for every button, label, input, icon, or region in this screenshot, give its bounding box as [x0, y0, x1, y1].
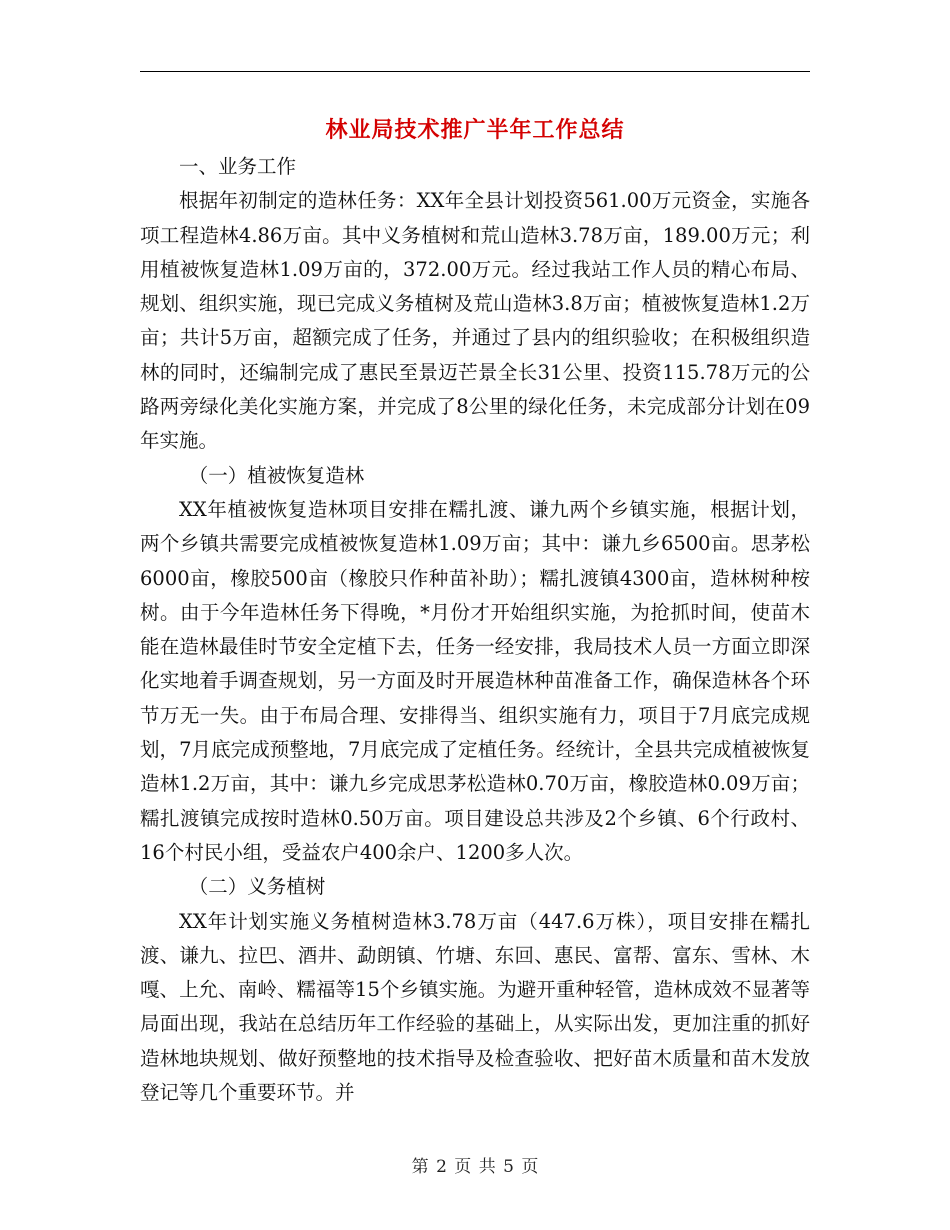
- paragraph-vegetation: XX年植被恢复造林项目安排在糯扎渡、谦九两个乡镇实施，根据计划，两个乡镇共需要完成植被恢复造林1.09万亩；其中：谦九乡6500亩。思茅松6000亩，橡胶500亩（橡胶只作种苗补助）；糯扎渡镇4300亩，造林树种桉树。由于今年造林任务下得晚，*月份才开始组织实施，为抢抓时间，使苗木能在造林最佳时节安全定植下去，任务一经安排，我局技术人员一方面立即深化实地着手调查规划，另一方面及时开展造林种苗准备工作，确保造林各个环节万无一失。由于布局合理、安排得当、组织实施有力，项目于7月底完成规划，7月底完成预整地，7月底完成了定植任务。经统计，全县共完成植被恢复造林1.2万亩，其中：谦九乡完成思茅松造林0.70万亩，橡胶造林0.09万亩；糯扎渡镇完成按时造林0.50万亩。项目建设总共涉及2个乡镇、6个行政村、16个村民小组，受益农户400余户、1200多人次。: [140, 497, 810, 864]
- page-footer: 第 2 页 共 5 页: [411, 1157, 539, 1177]
- subsection-heading-voluntary: （二）义务植树: [188, 875, 326, 899]
- paragraph-overview: 根据年初制定的造林任务：XX年全县计划投资561.00万元资金，实施各项工程造林4.86万亩。其中义务植树和荒山造林3.78万亩，189.00万元；利用植被恢复造林1.09万亩的，372.00万元。经过我站工作人员的精心布局、规划、组织实施，现已完成义务植树及荒山造林3.8万亩；植被恢复造林1.2万亩；共计5万亩，超额完成了任务，并通过了县内的组织验收；在积极组织造林的同时，还编制完成了惠民至景迈芒景全长31公里、投资115.78万元的公路两旁绿化美化实施方案，并完成了8公里的绿化任务，未完成部分计划在09年实施。: [140, 189, 810, 453]
- document-body: [140, 150, 810, 1110]
- section-heading-business: 一、业务工作: [179, 155, 297, 178]
- subsection-heading-vegetation: （一）植被恢复造林: [188, 463, 365, 487]
- document-title: 林业局技术推广半年工作总结: [325, 118, 625, 143]
- header-rule: [140, 71, 810, 72]
- paragraph-voluntary: XX年计划实施义务植树造林3.78万亩（447.6万株），项目安排在糯扎渡、谦九、拉巴、酒井、勐朗镇、竹塘、东回、惠民、富帮、富东、雪林、木嘎、上允、南岭、糯福等15个乡镇实施。为避开重种轻管，造林成效不显著等局面出现，我站在总结历年工作经验的基础上，从实际出发，更加注重的抓好造林地块规划、做好预整地的技术指导及检查验收、把好苗木质量和苗木发放登记等几个重要环节。并: [140, 909, 810, 1105]
